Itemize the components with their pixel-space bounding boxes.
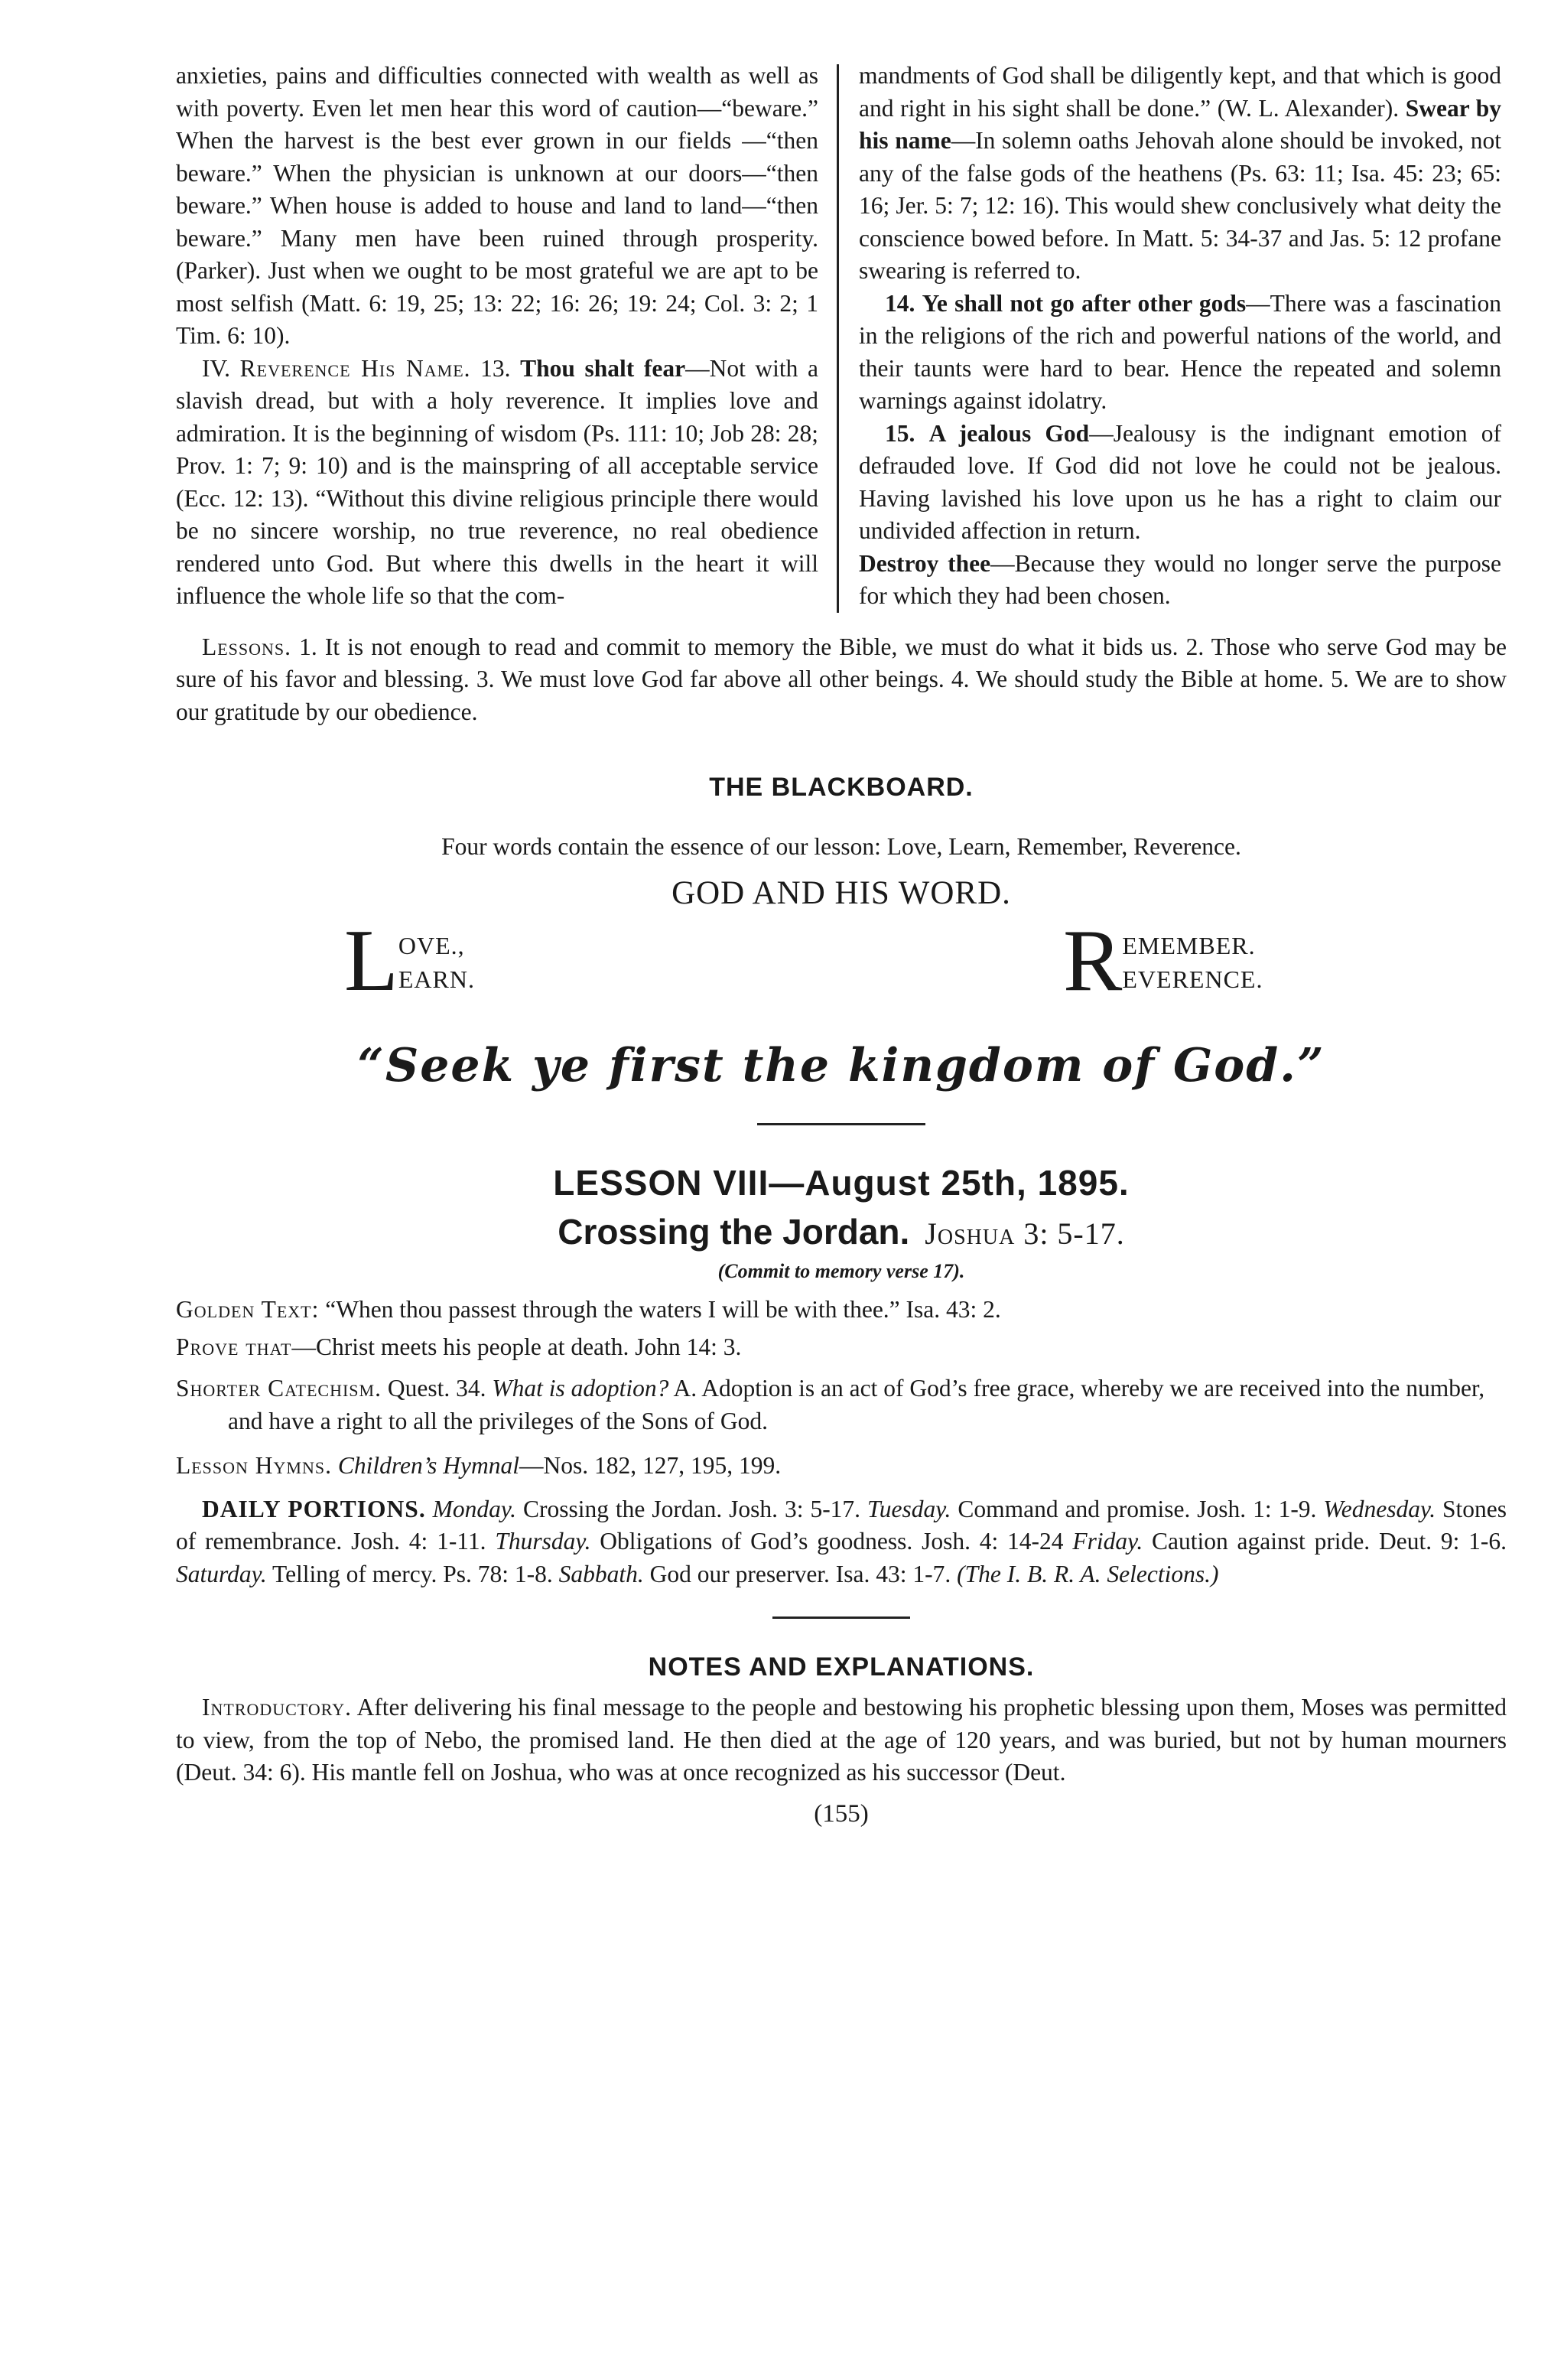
verse-text: —There was a fascination in the religions of the rich and powerful nations of the world, and their taunts were hard to bear. Hence the repeated and solemn warnings against idolatry. [859,289,1501,414]
prove-label: Prove that [176,1333,292,1360]
daily-day: Saturday. [176,1560,267,1587]
acrostic-right [1063,912,1263,1010]
column-rule [837,64,839,613]
daily-label: DAILY PORTIONS. [202,1495,426,1522]
golden-text-body: “When thou passest through the waters I will be with thee.” Isa. 43: 2. [325,1296,1001,1323]
verse-phrase: A jealous God [928,419,1090,447]
acrostic-word: OVE., [398,932,465,959]
acrostic-left [344,912,475,1010]
daily-day: Friday. [1072,1528,1143,1555]
daily-text: Command and promise. Josh. 1: 1-9. [958,1495,1317,1522]
lessons-label: Lessons. [202,633,292,660]
daily-selections: (The I. B. R. A. Selections.) [957,1560,1219,1587]
blackboard-title: THE BLACKBOARD. [709,773,974,802]
shorter-catechism [176,1372,1507,1437]
daily-text: Crossing the Jordan. Josh. 3: 5-17. [522,1495,861,1522]
prove-that [176,1331,1507,1364]
notes-section [176,1691,1507,1789]
notes-text: After delivering his final message to the people and bestowing his prophetic blessing upon them, Moses was permitted to view, from the top of Nebo, the promised land. He then died at the age of 120 years, and was buried, but not by human mourners (Deut. 34: 6). His mantle fell on Joshua, who was at once recognized as his successor (Deut. [176,1694,1507,1786]
lesson-details [176,1294,1507,1590]
verse-15 [859,418,1501,548]
catechism-answer: A. Adoption is an act of God’s free grace, whereby we are received into the number, and have a right to all the privileges of the Sons of God. [228,1375,1485,1434]
acrostic-word: EARN. [398,965,475,993]
daily-day: Wednesday. [1323,1495,1436,1522]
section-text: —Not with a slavish dread, but with a holy reverence. It implies love and admiration. It is the beginning of wisdom (Ps. 111: 10; Job 28: 28; Prov. 1: 7; 9: 10) and is the mainspring of all acceptable service (Ecc. 12: 13). “Without this divine religious principle there would be no sincere worship, no true reverence, no real obedience rendered unto God. But where this dwells in the heart it will influence the whole life so that the com- [176,354,818,609]
acrostic-right-initial: R [1063,912,1123,1010]
blackboard-acrostic [176,912,1507,1013]
verse-number: 13. [480,354,511,382]
commit-note: (Commit to memory verse 17). [717,1260,965,1282]
prove-text: —Christ meets his people at death. John 14: 3. [291,1333,742,1360]
right-paragraph-1 [859,60,1501,288]
blackboard-intro: Four words contain the essence of our lesson: Love, Learn, Remember, Reverence. [441,833,1241,860]
daily-text: Obligations of God’s goodness. Josh. 4: 14-24 [600,1528,1064,1555]
right-paragraph-1-text2: —In solemn oaths Jehovah alone should be invoked, not any of the false gods of the heathens (Ps. 63: 11; Isa. 45: 23; 65: 16; Jer. 5: 7; 12: 16). This would shew conclusively what deity the conscience bowed before. In Matt. 5: 34-37 and Jas. 5: 12 profane swearing is referred to. [859,127,1501,284]
divider [772,1617,910,1619]
hymns-label: Lesson Hymns. [176,1452,332,1479]
daily-day: Tuesday. [867,1495,951,1522]
golden-text [176,1294,1507,1327]
lesson-hymns [176,1450,1507,1483]
notes-title: NOTES AND EXPLANATIONS. [648,1652,1035,1682]
verse-text: —Because they would no longer serve the purpose for which they had been chosen. [859,549,1501,609]
catechism-question-number: Quest. 34. [387,1375,486,1402]
verse-phrase: Ye shall not go after other gods [922,289,1247,317]
left-column [176,60,818,613]
notes-label: Introductory. [202,1694,352,1721]
two-column-body [176,60,1507,613]
daily-text: Caution against pride. Deut. 9: 1-6. [1152,1528,1507,1555]
daily-text: Stones of remembrance. Josh. 4: 1-11. [176,1495,1507,1555]
lesson-subject-line [176,1211,1507,1252]
catechism-question: What is adoption? [492,1375,669,1402]
right-paragraph-1-text: mandments of God shall be diligently kept, and that which is good and right in his sight shall be done.” (W. L. Alexander). [859,62,1501,122]
verse-text: —Jealousy is the indignant emotion of defrauded love. If God did not love he could not be jealous. Having lavished his love upon us he has a right to claim our undivided affection in return. [859,419,1502,544]
lesson-title: LESSON VIII—August 25th, 1895. [553,1163,1130,1203]
verse-number: 15. [885,419,915,447]
hymns-numbers: —Nos. 182, 127, 195, 199. [519,1452,782,1479]
daily-day: Thursday. [495,1528,591,1555]
destroy-thee [859,548,1501,613]
verse-14 [859,288,1501,418]
daily-text: Telling of mercy. Ps. 78: 1-8. [272,1560,553,1587]
section-iv [176,353,818,613]
hymns-book: Children’s Hymnal [337,1452,520,1479]
blackboard-main-heading: GOD AND HIS WORD. [671,875,1011,911]
daily-portions [176,1493,1507,1591]
daily-text: God our preserver. Isa. 43: 1-7. [649,1560,951,1587]
blackboard-motto: “Seek ye first the kingdom of God.” [357,1039,1325,1092]
divider [757,1123,925,1125]
right-column [859,60,1501,613]
daily-day: Monday. [432,1495,517,1522]
acrostic-word: EVERENCE. [1122,965,1263,993]
verse-number: 14. [885,289,915,317]
lessons-text: 1. It is not enough to read and commit to memory the Bible, we must do what it bids us. 2. Those who serve God may be sure of his favor and blessing. 3. We must love God far above all other beings. 4. We should study the Bible at home. 5. We are to show our gratitude by our obedience. [176,633,1507,725]
acrostic-left-initial: L [344,912,398,1010]
lessons-section [176,631,1507,729]
verse-phrase: Swear by his name [859,94,1501,154]
lesson-subject: Crossing the Jordan. [558,1212,910,1252]
acrostic-word: EMEMBER. [1122,932,1256,959]
golden-label: Golden Text: [176,1296,320,1323]
page-number: (155) [814,1799,869,1828]
verse-phrase: Thou shalt fear [520,354,686,382]
catechism-label: Shorter Catechism. [176,1375,382,1402]
lesson-reference: Joshua 3: 5-17. [925,1216,1125,1251]
section-heading: Reverence His Name. [239,354,471,382]
section-number: IV. [202,354,231,382]
left-paragraph-1: anxieties, pains and difficulties connected with wealth as well as with poverty. Even let men hear this word of caution—“beware.” When the harvest is the best ever grown in our fields —“then beware.” When the physician is unknown at our doors—“then beware.” When house is added to house and land to land—“then beware.” Many men have been ruined through prosperity. (Parker). Just when we ought to be most grateful we are apt to be most selfish (Matt. 6: 19, 25; 13: 22; 16: 26; 19: 24; Col. 3: 2; 1 Tim. 6: 10). [176,62,818,349]
daily-day: Sabbath. [558,1560,644,1587]
verse-phrase: Destroy thee [859,549,991,577]
page [176,60,1507,1828]
